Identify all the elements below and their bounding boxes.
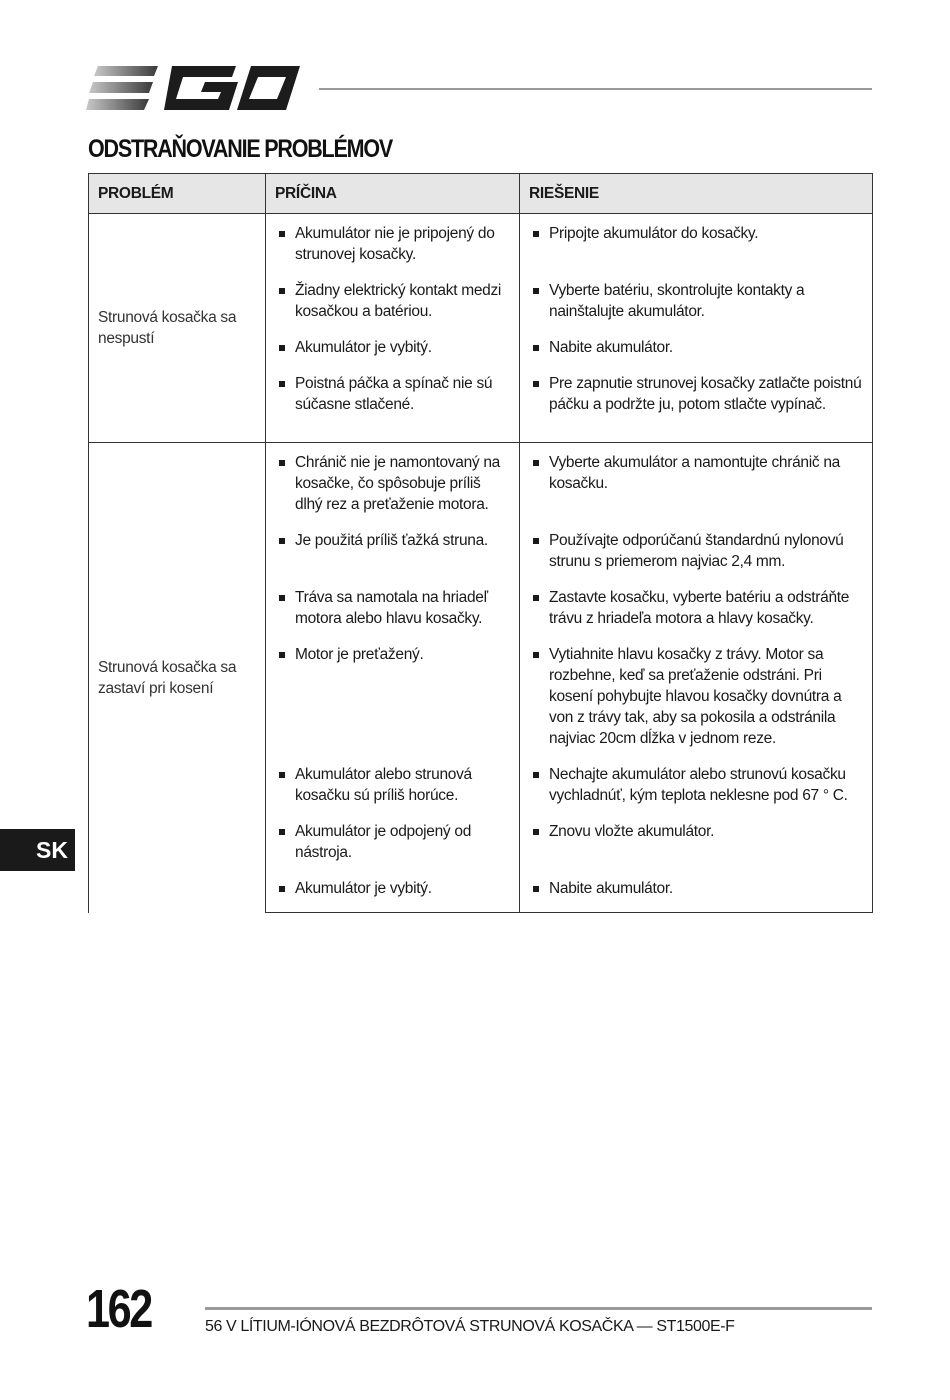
solution-cell (520, 328, 873, 364)
cause-cell (266, 521, 520, 578)
table-row (89, 443, 873, 521)
column-header-problem: PROBLÉM (89, 174, 266, 214)
bullet-icon (533, 345, 539, 351)
bullet-icon (279, 288, 285, 294)
cause-text: Tráva sa namotala na hriadeľ motora alebo hlavu kosačky. (295, 588, 488, 627)
solution-text: Používajte odporúčanú štandardnú nylonovú strunu s priemerom najviac 2,4 mm. (549, 531, 844, 570)
cause-text: Je použitá príliš ťažká struna. (295, 531, 488, 549)
bullet-icon (279, 231, 285, 237)
bullet-icon (279, 886, 285, 892)
cause-cell (266, 364, 520, 443)
cause-text: Akumulátor je vybitý. (295, 879, 432, 897)
bullet-icon (279, 829, 285, 835)
cause-text: Akumulátor nie je pripojený do strunovej kosačky. (295, 225, 495, 263)
cause-cell (266, 328, 520, 364)
solution-cell (520, 812, 873, 869)
footer-rule (205, 1307, 872, 1310)
solution-text: Pripojte akumulátor do kosačky. (549, 225, 759, 242)
solution-text: Pre zapnutie strunovej kosačky zatlačte poistnú páčku a podržte ju, potom stlačte vypínač. (549, 374, 862, 413)
solution-cell (520, 443, 873, 521)
bullet-icon (533, 231, 539, 237)
column-header-solution: RIEŠENIE (520, 174, 873, 214)
bullet-icon (533, 652, 539, 658)
cause-cell (266, 214, 520, 271)
solution-cell (520, 869, 873, 913)
bullet-icon (279, 460, 285, 466)
cause-text: Motor je preťažený. (295, 645, 424, 663)
page-number: 162 (86, 1279, 151, 1339)
solution-cell (520, 214, 873, 271)
bullet-icon (279, 652, 285, 658)
solution-text: Znovu vložte akumulátor. (549, 822, 715, 840)
solution-text: Vytiahnite hlavu kosačky z trávy. Motor sa rozbehne, keď sa preťaženie odstráni. Pri kosení pohybujte hlavou kosačky dovnútra a von z trávy tak, aby sa pokosila a odstránila najviac 20cm dĺžka v jednom reze. (549, 645, 842, 747)
cause-cell (266, 635, 520, 755)
section-title: ODSTRAŇOVANIE PROBLÉMOV (88, 135, 392, 163)
solution-text: Nechajte akumulátor alebo strunovú kosačku vychladnúť, kým teplota neklesne pod 67 ° C. (549, 765, 848, 804)
cause-text: Žiadny elektrický kontakt medzi kosačkou a batériou. (295, 281, 502, 320)
solution-text: Vyberte batériu, skontrolujte kontakty a nainštalujte akumulátor. (549, 281, 805, 320)
table-header-row (89, 174, 873, 214)
bullet-icon (533, 829, 539, 835)
solution-cell (520, 578, 873, 635)
solution-text: Nabite akumulátor. (549, 338, 673, 356)
troubleshooting-table (88, 173, 873, 913)
language-tab: SK (0, 829, 75, 871)
bullet-icon (533, 381, 539, 387)
cause-cell (266, 443, 520, 521)
bullet-icon (279, 345, 285, 351)
header-rule (319, 88, 872, 90)
cause-text: Akumulátor alebo strunová kosačku sú príliš horúce. (295, 765, 472, 804)
cause-cell (266, 271, 520, 328)
bullet-icon (533, 772, 539, 778)
cause-cell (266, 869, 520, 913)
solution-cell (520, 635, 873, 755)
cause-text: Poistná páčka a spínač nie sú súčasne stlačené. (295, 374, 493, 413)
bullet-icon (279, 595, 285, 601)
bullet-icon (279, 538, 285, 544)
problem-cell: Strunová kosačka sa zastaví pri kosení (89, 443, 266, 913)
bullet-icon (533, 460, 539, 466)
bullet-icon (533, 288, 539, 294)
solution-cell (520, 364, 873, 443)
bullet-icon (279, 381, 285, 387)
cause-text: Akumulátor je vybitý. (295, 338, 432, 356)
solution-text: Vyberte akumulátor a namontujte chránič na kosačku. (549, 454, 840, 492)
bullet-icon (533, 595, 539, 601)
column-header-cause: PRÍČINA (266, 174, 520, 214)
solution-cell (520, 271, 873, 328)
cause-text: Chránič nie je namontovaný na kosačke, čo spôsobuje príliš dlhý rez a preťaženie motora. (295, 454, 500, 513)
solution-cell (520, 755, 873, 812)
ego-logo (86, 64, 300, 112)
table-row (89, 214, 873, 271)
footer-title: 56 V LÍTIUM-IÓNOVÁ BEZDRÔTOVÁ STRUNOVÁ KOSAČKA — ST1500E-F (205, 1318, 735, 1335)
cause-cell (266, 578, 520, 635)
cause-cell (266, 755, 520, 812)
cause-text: Akumulátor je odpojený od nástroja. (295, 822, 472, 861)
solution-text: Nabite akumulátor. (549, 879, 673, 897)
bullet-icon (533, 538, 539, 544)
cause-cell (266, 812, 520, 869)
solution-text: Zastavte kosačku, vyberte batériu a odstráňte trávu z hriadeľa motora a hlavy kosačky. (549, 588, 850, 627)
problem-cell: Strunová kosačka sa nespustí (89, 214, 266, 443)
bullet-icon (279, 772, 285, 778)
bullet-icon (533, 886, 539, 892)
solution-cell (520, 521, 873, 578)
